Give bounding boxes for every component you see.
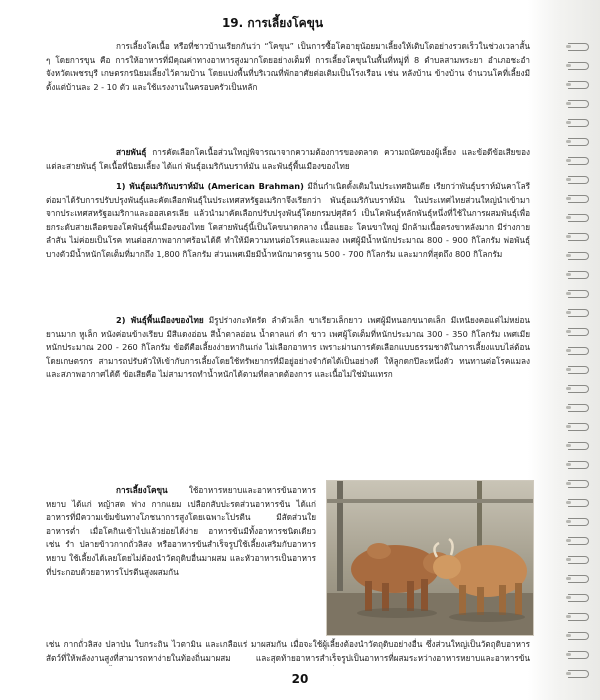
binding-ring — [566, 173, 592, 185]
binding-ring — [566, 439, 592, 451]
fattening-continued-text: เช่น กากถั่วลิสง ปลาป่น ใบกระถิน ไวตามิน และเกลือแร่ มาผสมกัน เมื่อจะใช้ผู้เลี้ยงต้องนำวัตถุดิบอย่างอื่น ซึ่งส่วนใหญ่เป็นวัตถุดิบอาหารสัตว์ที่ให้พลังงานสูงที่สามารถหาง่ายในท้องถิ่นมาผสม และสุดท้ายอาหารสำเร็จรูปเป็นอาหารที่ผสมระหว่างอาหารหยาบและอาหารข้น — [46, 639, 530, 663]
binding-ring — [566, 116, 592, 128]
binding-ring — [566, 401, 592, 413]
binding-ring — [566, 534, 592, 546]
binding-ring — [566, 325, 592, 337]
binding-ring — [566, 648, 592, 660]
binding-ring — [566, 40, 592, 52]
native-breed-paragraph — [46, 314, 530, 382]
binding-ring — [566, 59, 592, 71]
binding-ring — [566, 135, 592, 147]
intro-paragraph — [46, 40, 530, 94]
fattening-text: ใช้อาหารหยาบและอาหารข้นอาหารหยาบ ได้แก่ หญ้าสด ฟาง กากแยม เปลือกสับปะรดส่วนอาหารข้น ได้แก่ อาหารที่มีความเข้มข้นทางโภชนาการสูงโดยเฉพาะโปรตีน มีสัดส่วนใยอาหารต่ำ เมื่อโคกินเข้าไปแล้วย่อยได้ง่าย อาหารข้นมีทั้งอาหารชนิดเดียว เช่น รำ ปลายข้าวกากถั่วลิสง หรืออาหารข้นสำเร็จรูปใช้เลี้ยงเสริมกับอาหารหยาบ ใช้เลี้ยงได้เลยโดยไม่ต้องนำวัตถุดิบอื่นมาผสม และหัวอาหารเป็นอาหารที่ประกอบด้วยอาหารโปรตีนสูงผสมกัน — [46, 485, 316, 577]
intro-text: การเลี้ยงโคเนื้อ หรือที่ชาวบ้านเรียกกันว่า “โคขุน” เป็นการซื้อโคอายุน้อยมาเลี้ยงให้เติบโตอย่างรวดเร็วในช่วงเวลาสั้น ๆ โดยการขุน คือ การให้อาหารที่มีคุณค่าทางอาหารสูงมากโดยอย่างเต็มที่ การเลี้ยงโคขุนในพื้นที่หมู่ที่ 8 ตำบลสามพระยา อำเภอชะอำ จังหวัดเพชรบุรี เกษตรกรนิยมเลี้ยงไว้ตามบ้าน โดยแบ่งพื้นที่บริเวณที่พักอาศัยต่อเติมเป็นโรงเรือน เช่น หลังบ้าน ข้างบ้าน จำนวนโคที่เลี้ยงมีตั้งแต่บ้านละ 2 - 10 ตัว และใช้แรงงานในครอบครัวเป็นหลัก — [46, 41, 530, 92]
binding-ring — [566, 382, 592, 394]
binding-ring — [566, 515, 592, 527]
fattening-heading: การเลี้ยงโคขุน — [116, 485, 168, 495]
binding-ring — [566, 287, 592, 299]
fattening-continued-paragraph — [46, 638, 530, 666]
binding-ring — [566, 344, 592, 356]
spiral-binding — [566, 40, 592, 680]
binding-ring — [566, 154, 592, 166]
binding-ring — [566, 211, 592, 223]
binding-ring — [566, 420, 592, 432]
page-number: 20 — [291, 672, 309, 686]
brahman-heading: 1) พันธุ์อเมริกันบราห์มัน (American Brahman) — [116, 181, 304, 191]
binding-ring — [566, 78, 592, 90]
native-breed-heading: 2) พันธุ์พื้นเมืองของไทย — [116, 315, 204, 325]
cattle-illustration — [327, 481, 534, 636]
breeds-heading: สายพันธุ์ — [116, 147, 147, 157]
binding-ring — [566, 572, 592, 584]
native-breed-text: มีรูปร่างกะทัดรัด ลำตัวเล็ก ขาเรียวเล็กยาว เพศผู้มีหนอกขนาดเล็ก มีเหนียงคอแต่ไม่หย่อนยานมาก หูเล็ก หนังค่อนข้างเรียบ มีสีแดงอ่อน สีน้ำตาลอ่อน น้ำตาลแก่ ดำ ขาว เพศผู้โตเต็มที่หนักประมาณ 300 - 350 กิโลกรัม เพศเมียหนักประมาณ 200 - 260 กิโลกรัม ข้อดีคือเลี้ยงง่ายหากินเก่ง ไม่เลือกอาหาร เพราะผ่านการคัดเลือกแบบธรรมชาติในการเลี้ยงแบบไล่ต้อนโดยเกษตรกร สามารถปรับตัวให้เข้ากับการเลี้ยงโดยใช้ทรัพยากรที่มีอยู่อย่างจำกัดได้เป็นอย่างดี ให้ลูกดกปีละหนึ่งตัว ทนทานต่อโรคแมลง และสภาพอากาศได้ดี ข้อเสียคือ ไม่สามารถทำน้ำหนักได้ตามที่ตลาดต้องการ และเนื้อไม่ใช่มันแทรก — [46, 315, 530, 380]
binding-ring — [566, 553, 592, 565]
fattening-paragraph — [46, 484, 316, 579]
page-title: 19. การเลี้ยงโคขุน — [221, 16, 324, 30]
binding-ring — [566, 610, 592, 622]
binding-ring — [566, 230, 592, 242]
brahman-text: มีถิ่นกำเนิดดั้งเดิมในประเทศอินเดีย เรียกว่าพันธุ์บราห์มันคาโลรี ต่อมาได้รับการปรับปรุงพันธุ์และคัดเลือกพันธุ์ในประเทศสหรัฐอเมริกาจึงเรียกว่า พันธุ์อเมริกันบราห์มัน ในประเทศไทยส่วนใหญ่นำเข้ามาจากประเทศสหรัฐอเมริกาและออสเตรเลีย แล้วนำมาคัดเลือกปรับปรุงพันธุ์โดยกรมปศุสัตว์ เป็นโคพันธุ์หลักพันธุ์หนึ่งที่ใช้ในการผสมพันธุ์เพื่อยกระดับสายเลือดของโคพันธุ์พื้นเมืองของไทย โคสายพันธุ์นี้เป็นโคขนาดกลาง เนื้อแยอะ โคนขาใหญ่ มีกล้ามเนื้อตรงขาหลังมาก มีร่างกายลำสัน ไม่ค่อยเป็นโรค ทนต่อสภาพอากาศร้อนได้ดี ทำให้มีความทนต่อโรคและแมลง เพศผู้มีน้ำหนักประมาณ 800 - 900 กิโลกรัม พ่อพันธุ์บางตัวมีน้ำหนักโตเต็มที่มากถึง 1,800 กิโลกรัม ส่วนเพศเมียมีน้ำหนักมาตรฐาน 500 - 700 กิโลกรัม และมากที่สุดถึง 800 กิโลกรัม — [46, 181, 531, 259]
binding-ring — [566, 249, 592, 261]
binding-ring — [566, 97, 592, 109]
breeds-text: การคัดเลือกโคเนื้อส่วนใหญ่พิจารณาจากความต้องการของตลาด ความถนัดของผู้เลี้ยง และข้อดีข้อเสียของแต่ละสายพันธุ์ โคเนื้อที่นิยมเลี้ยง ได้แก่ พันธุ์อเมริกันบราห์มัน และพันธุ์พื้นเมืองของไทย — [46, 147, 530, 171]
binding-ring — [566, 192, 592, 204]
binding-ring — [566, 477, 592, 489]
binding-ring — [566, 496, 592, 508]
binding-ring — [566, 458, 592, 470]
brahman-paragraph — [46, 180, 530, 262]
binding-ring — [566, 591, 592, 603]
binding-ring — [566, 268, 592, 280]
breeds-paragraph — [46, 146, 530, 173]
binding-ring — [566, 363, 592, 375]
binding-ring — [566, 306, 592, 318]
cattle-photo — [326, 480, 534, 636]
binding-ring — [566, 629, 592, 641]
